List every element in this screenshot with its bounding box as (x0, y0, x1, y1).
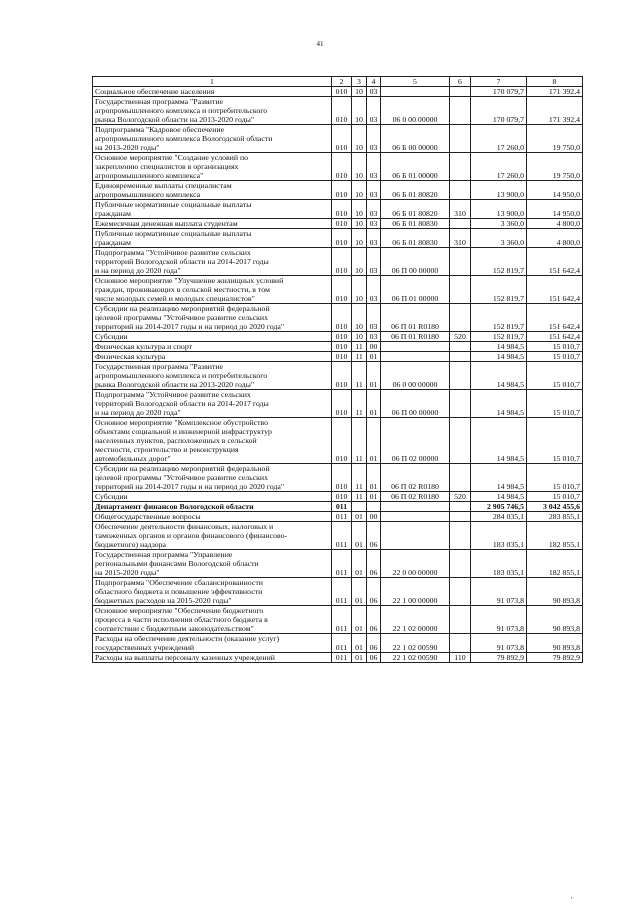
section-code: 10 (352, 248, 367, 276)
expense-type-code (450, 578, 471, 606)
amount-year-1: 170 079,7 (471, 87, 527, 97)
section-code: 10 (352, 97, 367, 125)
subsection-code: 03 (367, 248, 381, 276)
expense-type-code: 520 (450, 492, 471, 502)
amount-year-2: 171 392,4 (527, 97, 583, 125)
expense-type-code (450, 362, 471, 390)
section-code: 10 (352, 200, 367, 219)
chapter-code: 010 (332, 97, 352, 125)
table-row (93, 248, 583, 276)
amount-year-2: 151 642,4 (527, 304, 583, 332)
amount-year-2: 4 800,0 (527, 219, 583, 229)
row-name: Основное мероприятие "Обеспечение бюджетного процесса в части исполнения областного бюджета в соответствии с бюджетным законодательством" (93, 606, 332, 634)
expense-type-code (450, 512, 471, 522)
target-article-code (381, 342, 450, 352)
subsection-code: 01 (367, 418, 381, 464)
amount-year-2: 14 950,0 (527, 200, 583, 219)
column-header: 7 (471, 77, 527, 87)
subsection-code (367, 502, 381, 512)
table-row (93, 492, 583, 502)
section-code: 11 (352, 492, 367, 502)
section-code: 01 (352, 578, 367, 606)
chapter-code: 011 (332, 578, 352, 606)
amount-year-2: 15 010,7 (527, 492, 583, 502)
chapter-code: 010 (332, 342, 352, 352)
expense-type-code (450, 390, 471, 418)
row-name: Расходы на обеспечение деятельности (оказание услуг) государственных учреждений (93, 634, 332, 653)
budget-table (92, 76, 583, 663)
target-article-code: 06 Б 01 80820 (381, 181, 450, 200)
expense-type-code: 110 (450, 653, 471, 663)
table-row (93, 97, 583, 125)
target-article-code (381, 502, 450, 512)
subsection-code: 03 (367, 125, 381, 153)
table-row (93, 200, 583, 219)
chapter-code: 010 (332, 362, 352, 390)
page-number: 41 (316, 40, 324, 48)
row-name: Подпрограмма "Устойчивое развитие сельских территорий Вологодской области на 2014-2017 годы и на период до 2020 года" (93, 248, 332, 276)
row-name: Социальное обеспечение населения (93, 87, 332, 97)
table-row (93, 276, 583, 304)
target-article-code (381, 512, 450, 522)
amount-year-2: 15 010,7 (527, 362, 583, 390)
subsection-code: 03 (367, 229, 381, 248)
amount-year-2: 14 950,0 (527, 181, 583, 200)
section-code: 11 (352, 352, 367, 362)
amount-year-2: 151 642,4 (527, 332, 583, 342)
target-article-code: 06 П 00 00000 (381, 248, 450, 276)
expense-type-code (450, 181, 471, 200)
amount-year-2: 182 855,1 (527, 550, 583, 578)
column-header: 3 (352, 77, 367, 87)
table-row (93, 578, 583, 606)
table-row (93, 464, 583, 492)
target-article-code: 22 1 02 00590 (381, 653, 450, 663)
amount-year-1: 14 984,5 (471, 418, 527, 464)
header-row (93, 77, 583, 87)
amount-year-1: 14 984,5 (471, 362, 527, 390)
subsection-code: 06 (367, 653, 381, 663)
target-article-code: 06 Б 01 00000 (381, 153, 450, 181)
amount-year-1: 14 984,5 (471, 464, 527, 492)
section-code (352, 502, 367, 512)
expense-type-code: 310 (450, 229, 471, 248)
amount-year-1: 91 073,8 (471, 634, 527, 653)
expense-type-code (450, 342, 471, 352)
table-row (93, 606, 583, 634)
chapter-code: 010 (332, 492, 352, 502)
target-article-code: 06 П 02 R0180 (381, 464, 450, 492)
amount-year-2: 182 855,1 (527, 522, 583, 550)
subsection-code: 06 (367, 522, 381, 550)
row-name: Общегосударственные вопросы (93, 512, 332, 522)
expense-type-code (450, 634, 471, 653)
row-name: Субсидии на реализацию мероприятий федеральной целевой программы "Устойчивое развитие сельских территорий на 2014-2017 годы и на период до 2020 года" (93, 304, 332, 332)
table-row (93, 332, 583, 342)
row-name: Основное мероприятие "Создание условий по закреплению специалистов в организациях агропромышленного комплекса" (93, 153, 332, 181)
table-row (93, 362, 583, 390)
subsection-code: 00 (367, 342, 381, 352)
amount-year-1: 2 905 746,5 (471, 502, 527, 512)
section-code: 01 (352, 634, 367, 653)
table-row (93, 153, 583, 181)
target-article-code (381, 522, 450, 550)
amount-year-1: 13 900,0 (471, 200, 527, 219)
expense-type-code (450, 464, 471, 492)
subsection-code: 01 (367, 492, 381, 502)
subsection-code: 03 (367, 332, 381, 342)
table-row (93, 390, 583, 418)
section-code: 10 (352, 229, 367, 248)
chapter-code: 010 (332, 464, 352, 492)
chapter-code: 010 (332, 304, 352, 332)
expense-type-code: 520 (450, 332, 471, 342)
section-code: 01 (352, 653, 367, 663)
subsection-code: 03 (367, 87, 381, 97)
row-name: Ежемесячная денежная выплата студентам (93, 219, 332, 229)
amount-year-2: 15 010,7 (527, 418, 583, 464)
amount-year-2: 90 893,8 (527, 634, 583, 653)
section-code: 01 (352, 522, 367, 550)
target-article-code (381, 352, 450, 362)
amount-year-2: 15 010,7 (527, 352, 583, 362)
section-code: 01 (352, 606, 367, 634)
subsection-code: 06 (367, 550, 381, 578)
subsection-code: 00 (367, 512, 381, 522)
subsection-code: 01 (367, 352, 381, 362)
amount-year-2: 15 010,7 (527, 390, 583, 418)
expense-type-code: 310 (450, 200, 471, 219)
edge-mark: ' (571, 896, 573, 904)
expense-type-code (450, 153, 471, 181)
amount-year-1: 14 984,5 (471, 390, 527, 418)
column-header: 6 (450, 77, 471, 87)
target-article-code (381, 87, 450, 97)
amount-year-2: 19 750,0 (527, 153, 583, 181)
target-article-code: 06 Б 00 00000 (381, 125, 450, 153)
amount-year-2: 4 800,0 (527, 229, 583, 248)
subsection-code: 06 (367, 578, 381, 606)
row-name: Субсидии (93, 332, 332, 342)
amount-year-2: 151 642,4 (527, 276, 583, 304)
amount-year-1: 13 900,0 (471, 181, 527, 200)
section-code: 10 (352, 219, 367, 229)
column-header: 5 (381, 77, 450, 87)
amount-year-1: 183 035,1 (471, 550, 527, 578)
row-name: Физическая культура (93, 352, 332, 362)
table-row (93, 550, 583, 578)
chapter-code: 010 (332, 418, 352, 464)
section-code: 10 (352, 332, 367, 342)
section-code: 10 (352, 181, 367, 200)
expense-type-code (450, 97, 471, 125)
row-name: Государственная программа "Управление региональными финансами Вологодской области на 2015-2020 годы" (93, 550, 332, 578)
column-header: 2 (332, 77, 352, 87)
section-code: 10 (352, 87, 367, 97)
table-row (93, 653, 583, 663)
target-article-code: 22 1 02 00590 (381, 634, 450, 653)
section-code: 11 (352, 418, 367, 464)
column-header: 4 (367, 77, 381, 87)
section-code: 11 (352, 464, 367, 492)
section-code: 10 (352, 276, 367, 304)
expense-type-code (450, 550, 471, 578)
row-name: Государственная программа "Развитие агропромышленного комплекса и потребительского рынка Вологодской области на 2013-2020 годы" (93, 97, 332, 125)
target-article-code: 22 1 00 00000 (381, 578, 450, 606)
chapter-code: 010 (332, 332, 352, 342)
chapter-code: 011 (332, 606, 352, 634)
chapter-code: 010 (332, 276, 352, 304)
row-name: Расходы на выплаты персоналу казенных учреждений (93, 653, 332, 663)
amount-year-1: 152 819,7 (471, 276, 527, 304)
subsection-code: 03 (367, 97, 381, 125)
row-name: Основное мероприятие "Комплексное обустройство объектами социальной и инженерной инфраструктур населенных пунктов, расположенных в сельской местности, строительство и реконструкция автомобильных дорог" (93, 418, 332, 464)
section-code: 10 (352, 125, 367, 153)
row-name: Государственная программа "Развитие агропромышленного комплекса и потребительского рынка Вологодской области на 2013-2020 годы" (93, 362, 332, 390)
amount-year-1: 3 360,0 (471, 229, 527, 248)
subsection-code: 03 (367, 153, 381, 181)
chapter-code: 010 (332, 390, 352, 418)
chapter-code: 010 (332, 87, 352, 97)
row-name: Субсидии на реализацию мероприятий федеральной целевой программы "Устойчивое развитие сельских территорий на 2014-2017 годы и на период до 2020 года" (93, 464, 332, 492)
target-article-code: 06 П 01 00000 (381, 276, 450, 304)
subsection-code: 01 (367, 464, 381, 492)
expense-type-code (450, 87, 471, 97)
amount-year-2: 151 642,4 (527, 248, 583, 276)
row-name: Физическая культура и спорт (93, 342, 332, 352)
column-header: 8 (527, 77, 583, 87)
amount-year-2: 15 010,7 (527, 464, 583, 492)
chapter-code: 010 (332, 200, 352, 219)
subsection-code: 03 (367, 219, 381, 229)
expense-type-code (450, 502, 471, 512)
subsection-code: 06 (367, 634, 381, 653)
section-code: 10 (352, 153, 367, 181)
row-name: Департамент финансов Вологодской области (93, 502, 332, 512)
row-name: Обеспечение деятельности финансовых, налоговых и таможенных органов и органов финансового (финансово- бюджетного) надзора (93, 522, 332, 550)
chapter-code: 010 (332, 248, 352, 276)
target-article-code: 06 Б 01 80820 (381, 200, 450, 219)
table-row (93, 512, 583, 522)
amount-year-1: 152 819,7 (471, 248, 527, 276)
row-name: Публичные нормативные социальные выплаты гражданам (93, 200, 332, 219)
chapter-code: 010 (332, 229, 352, 248)
section-code: 01 (352, 512, 367, 522)
amount-year-2: 79 892,9 (527, 653, 583, 663)
expense-type-code (450, 352, 471, 362)
table-row (93, 304, 583, 332)
amount-year-1: 91 073,8 (471, 606, 527, 634)
table-row (93, 634, 583, 653)
table-row (93, 502, 583, 512)
expense-type-code (450, 219, 471, 229)
amount-year-1: 284 035,1 (471, 512, 527, 522)
row-name: Подпрограмма "Кадровое обеспечение агропромышленного комплекса Вологодской области на 2013-2020 годы" (93, 125, 332, 153)
row-name: Основное мероприятие "Улучшение жилищных условий граждан, проживающих в сельской местности, в том числе молодых семей и молодых специалистов" (93, 276, 332, 304)
table-row (93, 352, 583, 362)
expense-type-code (450, 125, 471, 153)
amount-year-1: 14 984,5 (471, 352, 527, 362)
expense-type-code (450, 522, 471, 550)
chapter-code: 011 (332, 522, 352, 550)
target-article-code: 06 П 02 00000 (381, 418, 450, 464)
expense-type-code (450, 248, 471, 276)
chapter-code: 010 (332, 219, 352, 229)
chapter-code: 010 (332, 153, 352, 181)
table-row (93, 181, 583, 200)
table-row (93, 342, 583, 352)
chapter-code: 010 (332, 352, 352, 362)
row-name: Подпрограмма "Обеспечение сбалансированности областного бюджета и повышение эффективности бюджетных расходов на 2015-2020 годы" (93, 578, 332, 606)
amount-year-2: 90 893,8 (527, 578, 583, 606)
target-article-code: 06 П 00 00000 (381, 390, 450, 418)
amount-year-1: 14 984,5 (471, 492, 527, 502)
amount-year-1: 152 819,7 (471, 304, 527, 332)
subsection-code: 03 (367, 200, 381, 219)
chapter-code: 010 (332, 181, 352, 200)
amount-year-1: 14 984,5 (471, 342, 527, 352)
amount-year-1: 79 892,9 (471, 653, 527, 663)
chapter-code: 011 (332, 512, 352, 522)
target-article-code: 06 Б 01 80830 (381, 219, 450, 229)
row-name: Единовременные выплаты специалистам агропромышленного комплекса (93, 181, 332, 200)
expense-type-code (450, 304, 471, 332)
amount-year-2: 90 893,8 (527, 606, 583, 634)
amount-year-2: 283 855,1 (527, 512, 583, 522)
subsection-code: 03 (367, 304, 381, 332)
table-row (93, 522, 583, 550)
subsection-code: 06 (367, 606, 381, 634)
row-name: Подпрограмма "Устойчивое развитие сельских территорий Вологодской области на 2014-2017 годы и на период до 2020 года" (93, 390, 332, 418)
subsection-code: 03 (367, 276, 381, 304)
amount-year-1: 152 819,7 (471, 332, 527, 342)
target-article-code: 06 П 02 R0180 (381, 492, 450, 502)
chapter-code: 011 (332, 502, 352, 512)
amount-year-1: 3 360,0 (471, 219, 527, 229)
expense-type-code (450, 606, 471, 634)
amount-year-1: 17 260,0 (471, 153, 527, 181)
subsection-code: 01 (367, 390, 381, 418)
amount-year-1: 91 073,8 (471, 578, 527, 606)
amount-year-2: 15 010,7 (527, 342, 583, 352)
subsection-code: 03 (367, 181, 381, 200)
target-article-code: 06 0 00 00000 (381, 362, 450, 390)
table-row (93, 418, 583, 464)
amount-year-2: 3 042 455,6 (527, 502, 583, 512)
chapter-code: 011 (332, 653, 352, 663)
target-article-code: 22 0 00 00000 (381, 550, 450, 578)
target-article-code: 06 Б 01 80830 (381, 229, 450, 248)
section-code: 11 (352, 390, 367, 418)
amount-year-1: 170 079,7 (471, 97, 527, 125)
expense-type-code (450, 418, 471, 464)
target-article-code: 06 0 00 00000 (381, 97, 450, 125)
amount-year-1: 17 260,0 (471, 125, 527, 153)
amount-year-1: 183 035,1 (471, 522, 527, 550)
chapter-code: 010 (332, 125, 352, 153)
row-name: Публичные нормативные социальные выплаты гражданам (93, 229, 332, 248)
section-code: 01 (352, 550, 367, 578)
expense-type-code (450, 276, 471, 304)
subsection-code: 01 (367, 362, 381, 390)
target-article-code: 06 П 01 R0180 (381, 332, 450, 342)
section-code: 10 (352, 304, 367, 332)
amount-year-2: 171 392,4 (527, 87, 583, 97)
table-row (93, 219, 583, 229)
section-code: 11 (352, 342, 367, 352)
section-code: 11 (352, 362, 367, 390)
chapter-code: 011 (332, 550, 352, 578)
target-article-code: 06 П 01 R0180 (381, 304, 450, 332)
row-name: Субсидии (93, 492, 332, 502)
amount-year-2: 19 750,0 (527, 125, 583, 153)
table-row (93, 125, 583, 153)
target-article-code: 22 1 02 00000 (381, 606, 450, 634)
chapter-code: 011 (332, 634, 352, 653)
column-header: 1 (93, 77, 332, 87)
table-row (93, 229, 583, 248)
table-row (93, 87, 583, 97)
